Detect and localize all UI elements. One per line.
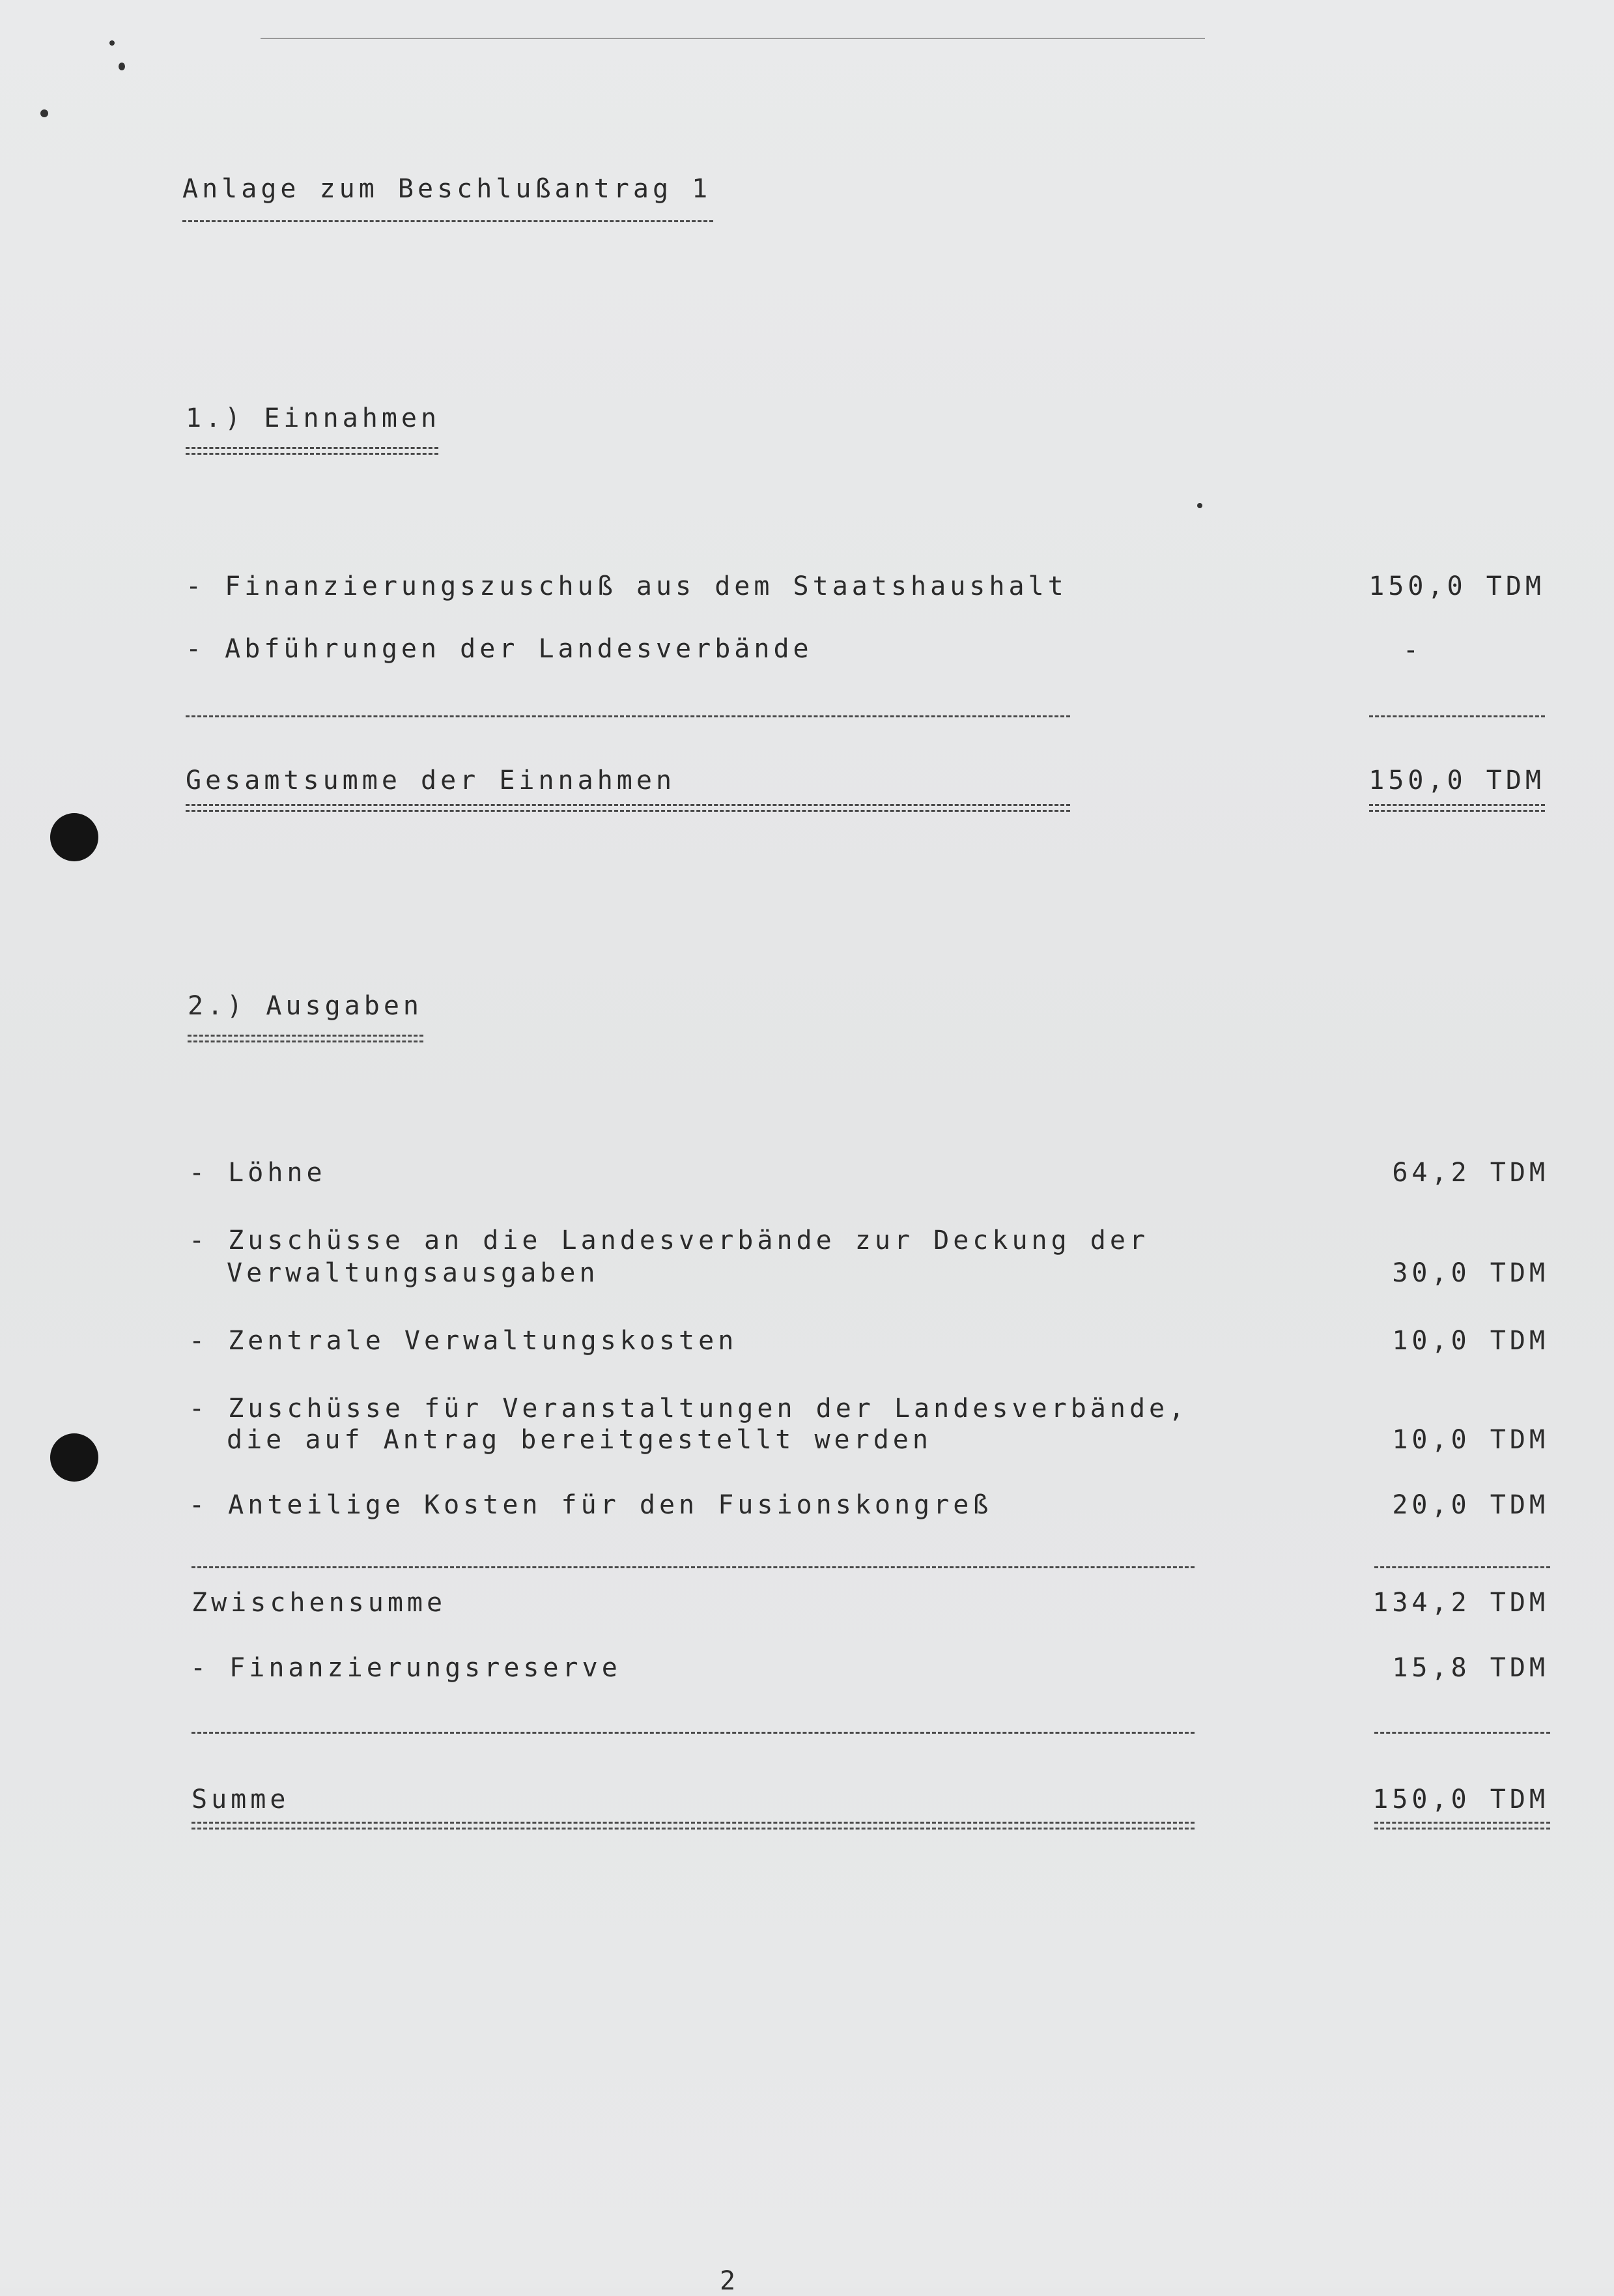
section2-sum-rule-amount — [1374, 1732, 1550, 1734]
section1-heading-underline — [186, 447, 438, 455]
speck — [40, 109, 48, 117]
top-edge-line — [261, 38, 1205, 39]
section2-item-amount: 64,2 TDM — [1392, 1158, 1549, 1188]
section2-sum-rule — [191, 1732, 1195, 1734]
section1-total-double-rule — [186, 804, 1070, 812]
section2-total-double-rule-amount — [1374, 1822, 1550, 1830]
section2-item-amount: 10,0 TDM — [1392, 1425, 1549, 1455]
section1-total-double-rule-amount — [1369, 804, 1545, 812]
section2-item-label-continued: die auf Antrag bereitgestellt werden — [227, 1425, 932, 1455]
section2-subtotal-rule-amount — [1374, 1566, 1550, 1568]
section1-total-amount: 150,0 TDM — [1368, 766, 1545, 796]
section2-item-amount: 10,0 TDM — [1392, 1326, 1549, 1356]
section2-heading: 2.) Ausgaben — [188, 991, 423, 1021]
section2-item-label: - Zentrale Verwaltungskosten — [189, 1326, 738, 1356]
section2-total-double-rule — [191, 1822, 1195, 1830]
section2-item-amount: 30,0 TDM — [1392, 1258, 1549, 1288]
speck — [109, 40, 115, 46]
section2-subtotal-amount: 134,2 TDM — [1372, 1588, 1549, 1618]
section2-subtotal-rule — [191, 1566, 1195, 1568]
section2-total-label: Summe — [191, 1785, 290, 1815]
title-underline — [182, 220, 713, 222]
section2-subtotal-label: Zwischensumme — [191, 1588, 447, 1618]
section1-heading: 1.) Einnahmen — [186, 403, 441, 433]
section2-heading-underline — [188, 1035, 423, 1042]
section2-item-label: - Zuschüsse für Veranstaltungen der Landesverbände, — [189, 1394, 1189, 1424]
section1-total-label: Gesamtsumme der Einnahmen — [186, 766, 676, 796]
section2-reserve-amount: 15,8 TDM — [1392, 1653, 1549, 1683]
section2-item-label: - Anteilige Kosten für den Fusionskongreß — [189, 1490, 993, 1520]
page-number: 2 — [720, 2266, 736, 2296]
speck — [119, 63, 125, 70]
section2-reserve-label: - Finanzierungsreserve — [190, 1653, 621, 1683]
section1-item-label: - Finanzierungszuschuß aus dem Staatshaushalt — [186, 571, 1068, 601]
section2-item-label: - Löhne — [189, 1158, 326, 1188]
speck — [1197, 503, 1202, 508]
section2-item-label-continued: Verwaltungsausgaben — [227, 1258, 599, 1288]
section1-item-amount: 150,0 TDM — [1368, 571, 1545, 601]
punch-hole-upper — [50, 813, 98, 861]
section1-item-amount: - — [1402, 635, 1423, 665]
punch-hole-lower — [50, 1433, 98, 1482]
section2-item-amount: 20,0 TDM — [1392, 1490, 1549, 1520]
section2-item-label: - Zuschüsse an die Landesverbände zur Deckung der — [189, 1226, 1150, 1256]
section1-sum-rule — [186, 715, 1070, 717]
page-title: Anlage zum Beschlußantrag 1 — [182, 174, 712, 204]
section1-sum-rule-amount — [1369, 715, 1545, 717]
section2-total-amount: 150,0 TDM — [1372, 1785, 1549, 1815]
section1-item-label: - Abführungen der Landesverbände — [186, 634, 813, 664]
